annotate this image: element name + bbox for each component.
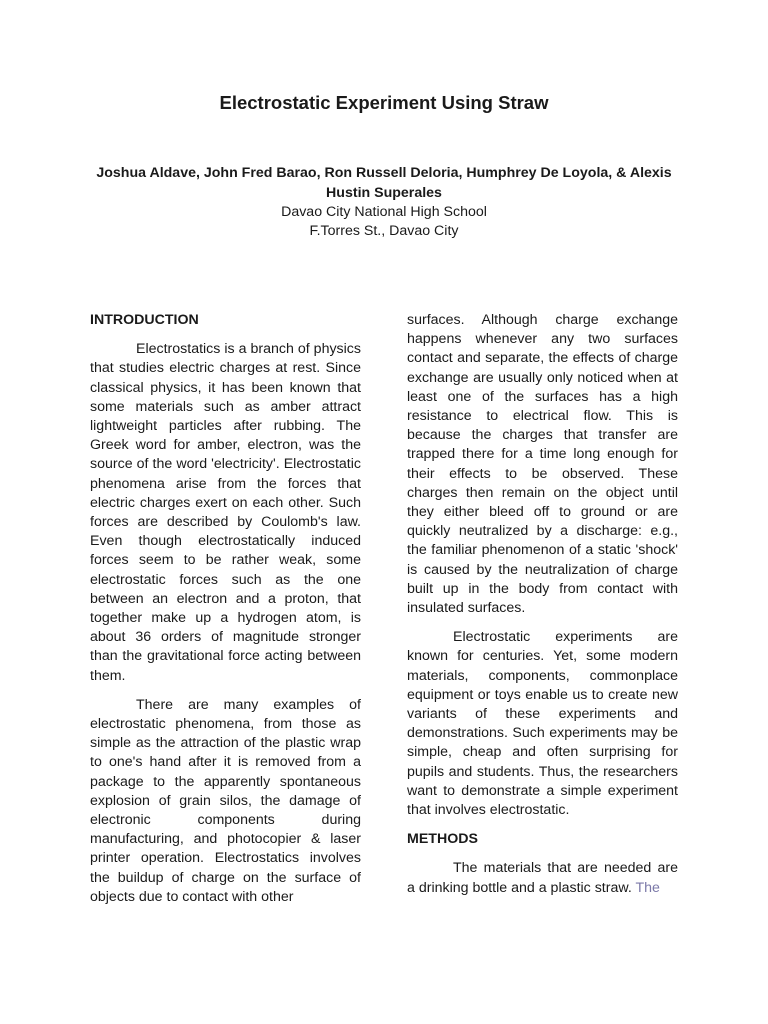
introduction-paragraph-3: Electrostatic experiments are known for centuries. Yet, some modern materials, components, commonplace equipment or toys enable us to create new variants of these experiments and demonstrations. Such experiments may be simple, cheap and often surprising for pupils and students. Thus, the researchers want to demonstrate a simple experiment that involves electrostatic. (407, 629, 678, 819)
left-column (90, 311, 361, 917)
methods-paragraph-1 (407, 859, 678, 897)
methods-paragraph-1-text: The materials that are needed are a drinking bottle and a plastic straw. (407, 860, 678, 896)
introduction-paragraph-1: Electrostatics is a branch of physics that studies electric charges at rest. Since classical physics, it has been known that some materials such as amber attract lightweight particles after rubbing. The Greek word for amber, electron, was the source of the word 'electricity'. Electrostatic phenomena arise from the forces that electric charges exert on each other. Such forces are described by Coulomb's law. Even though electrostatically induced forces seem to be rather weak, some electrostatic forces such as the one between an electron and a proton, that together make up a hydrogen atom, is about 36 orders of magnitude stronger than the gravitational force acting between them. (90, 341, 361, 684)
school-address: F.Torres St., Davao City (309, 223, 459, 239)
introduction-paragraph-2-continued: surfaces. Although charge exchange happens whenever any two surfaces contact and separate, the effects of charge exchange are usually only noticed when at least one of the surfaces has a high resistance to electrical flow. This is because the charges that transfer are trapped there for a time long enough for their effects to be observed. These charges then remain on the object until they either bleed off to ground or are quickly neutralized by a discharge: e.g., the familiar phenomenon of a static 'shock' is caused by the neutralization of charge built up in the body from contact with insulated surfaces. (407, 312, 678, 617)
school-name: Davao City National High School (281, 204, 487, 220)
methods-heading: METHODS (407, 831, 478, 848)
author-list: Joshua Aldave, John Fred Barao, Ron Russell Deloria, Humphrey De Loyola, & Alexis Hustin Superales (96, 165, 672, 201)
paper-title: Electrostatic Experiment Using Straw (219, 92, 549, 113)
introduction-heading: INTRODUCTION (90, 312, 199, 328)
introduction-paragraph-2: There are many examples of electrostatic phenomena, from those as simple as the attraction of the plastic wrap to one's hand after it is removed from a package to the apparently spontaneous explosion of grain silos, the damage of electronic components during manufacturing, and photocopier & laser printer operation. Electrostatics involves the buildup of charge on the surface of objects due to contact with other (90, 696, 361, 905)
methods-faded-text: The (635, 879, 660, 896)
right-column (407, 311, 678, 908)
